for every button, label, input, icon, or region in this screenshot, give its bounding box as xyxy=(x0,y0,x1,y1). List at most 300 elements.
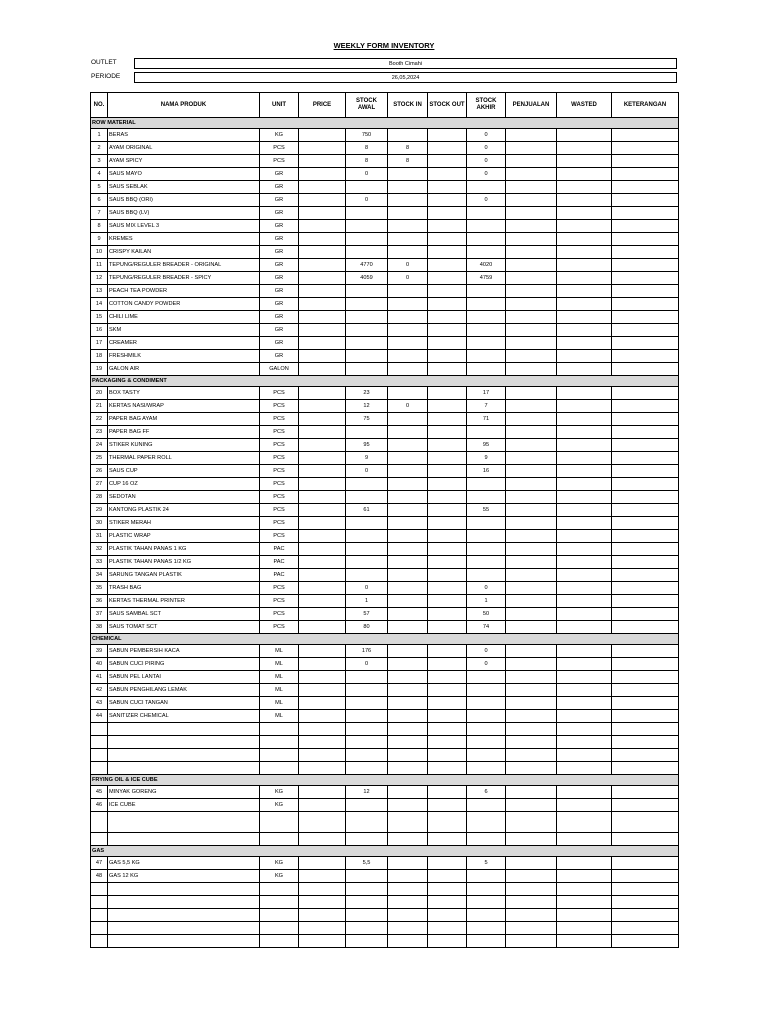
empty-cell[interactable] xyxy=(388,935,428,948)
item-keterangan[interactable] xyxy=(612,142,679,155)
empty-cell[interactable] xyxy=(91,723,108,736)
empty-cell[interactable] xyxy=(108,723,260,736)
empty-cell[interactable] xyxy=(260,762,299,775)
empty-cell[interactable] xyxy=(612,909,679,922)
item-stock-out[interactable] xyxy=(428,426,467,439)
item-price[interactable] xyxy=(299,543,346,556)
empty-cell[interactable] xyxy=(428,883,467,896)
item-wasted[interactable] xyxy=(557,363,612,376)
item-stock-in[interactable] xyxy=(388,168,428,181)
item-price[interactable] xyxy=(299,595,346,608)
empty-cell[interactable] xyxy=(91,896,108,909)
item-stock-in[interactable] xyxy=(388,298,428,311)
empty-cell[interactable] xyxy=(346,922,388,935)
empty-cell[interactable] xyxy=(108,909,260,922)
empty-cell[interactable] xyxy=(388,762,428,775)
item-stock-akhir[interactable]: 17 xyxy=(467,387,506,400)
empty-cell[interactable] xyxy=(612,736,679,749)
item-penjualan[interactable] xyxy=(506,272,557,285)
item-stock-akhir[interactable] xyxy=(467,870,506,883)
item-wasted[interactable] xyxy=(557,595,612,608)
item-stock-akhir[interactable] xyxy=(467,478,506,491)
item-stock-in[interactable] xyxy=(388,337,428,350)
empty-cell[interactable] xyxy=(260,723,299,736)
empty-cell[interactable] xyxy=(108,883,260,896)
item-stock-akhir[interactable]: 4020 xyxy=(467,259,506,272)
item-stock-in[interactable] xyxy=(388,324,428,337)
empty-cell[interactable] xyxy=(260,883,299,896)
empty-cell[interactable] xyxy=(260,935,299,948)
empty-cell[interactable] xyxy=(557,935,612,948)
item-stock-out[interactable] xyxy=(428,155,467,168)
item-price[interactable] xyxy=(299,658,346,671)
empty-cell[interactable] xyxy=(557,749,612,762)
item-price[interactable] xyxy=(299,181,346,194)
item-price[interactable] xyxy=(299,465,346,478)
empty-cell[interactable] xyxy=(467,833,506,846)
empty-cell[interactable] xyxy=(557,896,612,909)
item-stock-in[interactable] xyxy=(388,246,428,259)
item-stock-akhir[interactable] xyxy=(467,311,506,324)
item-wasted[interactable] xyxy=(557,684,612,697)
empty-cell[interactable] xyxy=(467,909,506,922)
empty-cell[interactable] xyxy=(506,762,557,775)
empty-cell[interactable] xyxy=(108,762,260,775)
item-stock-akhir[interactable]: 74 xyxy=(467,621,506,634)
item-penjualan[interactable] xyxy=(506,337,557,350)
item-stock-awal[interactable] xyxy=(346,478,388,491)
item-stock-in[interactable] xyxy=(388,504,428,517)
item-stock-akhir[interactable]: 7 xyxy=(467,400,506,413)
item-keterangan[interactable] xyxy=(612,387,679,400)
item-price[interactable] xyxy=(299,298,346,311)
item-penjualan[interactable] xyxy=(506,504,557,517)
item-wasted[interactable] xyxy=(557,530,612,543)
empty-cell[interactable] xyxy=(467,922,506,935)
item-stock-akhir[interactable] xyxy=(467,530,506,543)
item-price[interactable] xyxy=(299,517,346,530)
item-stock-out[interactable] xyxy=(428,272,467,285)
item-stock-awal[interactable]: 80 xyxy=(346,621,388,634)
empty-cell[interactable] xyxy=(428,749,467,762)
item-stock-awal[interactable]: 0 xyxy=(346,168,388,181)
item-stock-in[interactable] xyxy=(388,207,428,220)
item-penjualan[interactable] xyxy=(506,621,557,634)
item-penjualan[interactable] xyxy=(506,530,557,543)
item-penjualan[interactable] xyxy=(506,311,557,324)
empty-cell[interactable] xyxy=(260,736,299,749)
item-wasted[interactable] xyxy=(557,465,612,478)
empty-cell[interactable] xyxy=(506,896,557,909)
item-wasted[interactable] xyxy=(557,569,612,582)
item-penjualan[interactable] xyxy=(506,413,557,426)
empty-cell[interactable] xyxy=(612,833,679,846)
item-stock-in[interactable] xyxy=(388,452,428,465)
item-penjualan[interactable] xyxy=(506,569,557,582)
item-stock-awal[interactable] xyxy=(346,870,388,883)
item-stock-in[interactable] xyxy=(388,426,428,439)
item-stock-out[interactable] xyxy=(428,556,467,569)
item-wasted[interactable] xyxy=(557,452,612,465)
item-stock-in[interactable] xyxy=(388,870,428,883)
item-wasted[interactable] xyxy=(557,259,612,272)
item-stock-out[interactable] xyxy=(428,246,467,259)
item-penjualan[interactable] xyxy=(506,517,557,530)
item-stock-akhir[interactable] xyxy=(467,181,506,194)
item-keterangan[interactable] xyxy=(612,220,679,233)
item-stock-awal[interactable]: 0 xyxy=(346,194,388,207)
item-penjualan[interactable] xyxy=(506,786,557,799)
empty-cell[interactable] xyxy=(346,935,388,948)
item-keterangan[interactable] xyxy=(612,155,679,168)
item-keterangan[interactable] xyxy=(612,400,679,413)
item-stock-in[interactable] xyxy=(388,311,428,324)
item-stock-out[interactable] xyxy=(428,799,467,812)
item-stock-in[interactable] xyxy=(388,543,428,556)
item-wasted[interactable] xyxy=(557,272,612,285)
item-stock-akhir[interactable] xyxy=(467,517,506,530)
empty-cell[interactable] xyxy=(388,909,428,922)
empty-cell[interactable] xyxy=(260,896,299,909)
item-stock-awal[interactable] xyxy=(346,298,388,311)
item-wasted[interactable] xyxy=(557,582,612,595)
empty-cell[interactable] xyxy=(299,833,346,846)
empty-cell[interactable] xyxy=(467,812,506,833)
item-penjualan[interactable] xyxy=(506,582,557,595)
item-price[interactable] xyxy=(299,530,346,543)
item-penjualan[interactable] xyxy=(506,259,557,272)
item-penjualan[interactable] xyxy=(506,285,557,298)
item-stock-out[interactable] xyxy=(428,168,467,181)
empty-cell[interactable] xyxy=(612,935,679,948)
item-stock-in[interactable] xyxy=(388,608,428,621)
item-stock-out[interactable] xyxy=(428,786,467,799)
item-stock-akhir[interactable] xyxy=(467,569,506,582)
item-keterangan[interactable] xyxy=(612,207,679,220)
empty-cell[interactable] xyxy=(346,909,388,922)
item-price[interactable] xyxy=(299,155,346,168)
item-keterangan[interactable] xyxy=(612,181,679,194)
item-stock-out[interactable] xyxy=(428,645,467,658)
empty-cell[interactable] xyxy=(299,812,346,833)
item-stock-awal[interactable] xyxy=(346,556,388,569)
item-stock-awal[interactable]: 9 xyxy=(346,452,388,465)
empty-cell[interactable] xyxy=(467,935,506,948)
empty-cell[interactable] xyxy=(108,749,260,762)
empty-cell[interactable] xyxy=(91,883,108,896)
item-wasted[interactable] xyxy=(557,181,612,194)
empty-cell[interactable] xyxy=(91,749,108,762)
item-penjualan[interactable] xyxy=(506,350,557,363)
item-wasted[interactable] xyxy=(557,517,612,530)
empty-cell[interactable] xyxy=(467,762,506,775)
empty-cell[interactable] xyxy=(299,896,346,909)
item-wasted[interactable] xyxy=(557,324,612,337)
empty-cell[interactable] xyxy=(260,833,299,846)
item-stock-awal[interactable] xyxy=(346,517,388,530)
item-stock-out[interactable] xyxy=(428,465,467,478)
item-stock-out[interactable] xyxy=(428,595,467,608)
empty-cell[interactable] xyxy=(108,896,260,909)
item-stock-akhir[interactable] xyxy=(467,363,506,376)
empty-cell[interactable] xyxy=(299,762,346,775)
item-stock-akhir[interactable]: 16 xyxy=(467,465,506,478)
item-stock-out[interactable] xyxy=(428,697,467,710)
item-wasted[interactable] xyxy=(557,671,612,684)
item-stock-akhir[interactable]: 5 xyxy=(467,857,506,870)
empty-cell[interactable] xyxy=(260,922,299,935)
item-price[interactable] xyxy=(299,311,346,324)
item-stock-awal[interactable] xyxy=(346,220,388,233)
item-price[interactable] xyxy=(299,400,346,413)
item-price[interactable] xyxy=(299,272,346,285)
empty-cell[interactable] xyxy=(557,909,612,922)
item-stock-awal[interactable] xyxy=(346,324,388,337)
item-keterangan[interactable] xyxy=(612,684,679,697)
item-stock-out[interactable] xyxy=(428,452,467,465)
empty-cell[interactable] xyxy=(346,833,388,846)
item-penjualan[interactable] xyxy=(506,246,557,259)
item-stock-awal[interactable] xyxy=(346,233,388,246)
item-keterangan[interactable] xyxy=(612,517,679,530)
item-wasted[interactable] xyxy=(557,233,612,246)
empty-cell[interactable] xyxy=(467,749,506,762)
item-stock-akhir[interactable] xyxy=(467,684,506,697)
item-wasted[interactable] xyxy=(557,491,612,504)
item-price[interactable] xyxy=(299,285,346,298)
item-stock-awal[interactable] xyxy=(346,530,388,543)
item-stock-akhir[interactable] xyxy=(467,697,506,710)
empty-cell[interactable] xyxy=(388,883,428,896)
empty-cell[interactable] xyxy=(557,922,612,935)
empty-cell[interactable] xyxy=(91,909,108,922)
empty-cell[interactable] xyxy=(108,922,260,935)
item-stock-awal[interactable]: 8 xyxy=(346,142,388,155)
item-stock-in[interactable] xyxy=(388,710,428,723)
item-wasted[interactable] xyxy=(557,621,612,634)
item-penjualan[interactable] xyxy=(506,491,557,504)
item-keterangan[interactable] xyxy=(612,645,679,658)
item-penjualan[interactable] xyxy=(506,142,557,155)
item-keterangan[interactable] xyxy=(612,530,679,543)
item-stock-awal[interactable]: 4059 xyxy=(346,272,388,285)
item-stock-akhir[interactable] xyxy=(467,491,506,504)
item-penjualan[interactable] xyxy=(506,194,557,207)
empty-cell[interactable] xyxy=(346,762,388,775)
empty-cell[interactable] xyxy=(388,736,428,749)
empty-cell[interactable] xyxy=(91,833,108,846)
empty-cell[interactable] xyxy=(260,909,299,922)
empty-cell[interactable] xyxy=(506,922,557,935)
item-keterangan[interactable] xyxy=(612,621,679,634)
empty-cell[interactable] xyxy=(299,935,346,948)
empty-cell[interactable] xyxy=(612,922,679,935)
item-keterangan[interactable] xyxy=(612,298,679,311)
item-keterangan[interactable] xyxy=(612,426,679,439)
item-price[interactable] xyxy=(299,233,346,246)
item-keterangan[interactable] xyxy=(612,658,679,671)
empty-cell[interactable] xyxy=(612,762,679,775)
item-stock-in[interactable] xyxy=(388,350,428,363)
item-keterangan[interactable] xyxy=(612,857,679,870)
item-stock-awal[interactable]: 0 xyxy=(346,658,388,671)
item-penjualan[interactable] xyxy=(506,543,557,556)
item-stock-akhir[interactable]: 0 xyxy=(467,142,506,155)
item-wasted[interactable] xyxy=(557,710,612,723)
item-wasted[interactable] xyxy=(557,504,612,517)
item-wasted[interactable] xyxy=(557,220,612,233)
item-keterangan[interactable] xyxy=(612,168,679,181)
item-price[interactable] xyxy=(299,246,346,259)
item-stock-akhir[interactable] xyxy=(467,543,506,556)
item-stock-in[interactable] xyxy=(388,697,428,710)
item-stock-awal[interactable] xyxy=(346,543,388,556)
item-stock-akhir[interactable] xyxy=(467,246,506,259)
item-stock-in[interactable]: 0 xyxy=(388,259,428,272)
item-penjualan[interactable] xyxy=(506,155,557,168)
item-stock-akhir[interactable]: 9 xyxy=(467,452,506,465)
item-stock-out[interactable] xyxy=(428,582,467,595)
item-price[interactable] xyxy=(299,363,346,376)
empty-cell[interactable] xyxy=(506,883,557,896)
item-stock-out[interactable] xyxy=(428,350,467,363)
item-stock-in[interactable] xyxy=(388,786,428,799)
item-penjualan[interactable] xyxy=(506,799,557,812)
item-stock-awal[interactable]: 57 xyxy=(346,608,388,621)
empty-cell[interactable] xyxy=(467,723,506,736)
item-penjualan[interactable] xyxy=(506,608,557,621)
empty-cell[interactable] xyxy=(612,812,679,833)
empty-cell[interactable] xyxy=(506,833,557,846)
item-keterangan[interactable] xyxy=(612,452,679,465)
item-stock-akhir[interactable] xyxy=(467,350,506,363)
item-stock-in[interactable] xyxy=(388,595,428,608)
item-stock-akhir[interactable] xyxy=(467,799,506,812)
empty-cell[interactable] xyxy=(506,935,557,948)
item-stock-in[interactable] xyxy=(388,285,428,298)
item-wasted[interactable] xyxy=(557,285,612,298)
item-keterangan[interactable] xyxy=(612,710,679,723)
empty-cell[interactable] xyxy=(557,762,612,775)
item-keterangan[interactable] xyxy=(612,465,679,478)
item-price[interactable] xyxy=(299,582,346,595)
item-stock-in[interactable] xyxy=(388,129,428,142)
empty-cell[interactable] xyxy=(428,723,467,736)
empty-cell[interactable] xyxy=(428,909,467,922)
outlet-field[interactable]: Booth Cimahi xyxy=(134,58,677,69)
item-stock-out[interactable] xyxy=(428,569,467,582)
empty-cell[interactable] xyxy=(91,736,108,749)
item-keterangan[interactable] xyxy=(612,311,679,324)
item-keterangan[interactable] xyxy=(612,870,679,883)
item-price[interactable] xyxy=(299,786,346,799)
item-stock-awal[interactable] xyxy=(346,710,388,723)
item-keterangan[interactable] xyxy=(612,194,679,207)
item-stock-in[interactable] xyxy=(388,387,428,400)
empty-cell[interactable] xyxy=(388,922,428,935)
item-stock-awal[interactable] xyxy=(346,285,388,298)
item-wasted[interactable] xyxy=(557,697,612,710)
item-stock-akhir[interactable] xyxy=(467,556,506,569)
item-keterangan[interactable] xyxy=(612,259,679,272)
item-stock-akhir[interactable]: 71 xyxy=(467,413,506,426)
empty-cell[interactable] xyxy=(388,812,428,833)
empty-cell[interactable] xyxy=(557,812,612,833)
item-wasted[interactable] xyxy=(557,870,612,883)
empty-cell[interactable] xyxy=(346,723,388,736)
item-penjualan[interactable] xyxy=(506,658,557,671)
item-stock-in[interactable] xyxy=(388,556,428,569)
item-wasted[interactable] xyxy=(557,857,612,870)
item-stock-out[interactable] xyxy=(428,658,467,671)
item-penjualan[interactable] xyxy=(506,298,557,311)
item-stock-out[interactable] xyxy=(428,311,467,324)
item-stock-akhir[interactable] xyxy=(467,426,506,439)
item-stock-out[interactable] xyxy=(428,870,467,883)
item-price[interactable] xyxy=(299,870,346,883)
item-stock-out[interactable] xyxy=(428,298,467,311)
item-keterangan[interactable] xyxy=(612,786,679,799)
item-keterangan[interactable] xyxy=(612,337,679,350)
item-stock-awal[interactable] xyxy=(346,337,388,350)
item-wasted[interactable] xyxy=(557,194,612,207)
item-price[interactable] xyxy=(299,645,346,658)
empty-cell[interactable] xyxy=(388,896,428,909)
item-stock-akhir[interactable]: 0 xyxy=(467,582,506,595)
item-price[interactable] xyxy=(299,684,346,697)
item-stock-akhir[interactable] xyxy=(467,233,506,246)
empty-cell[interactable] xyxy=(388,833,428,846)
item-stock-in[interactable] xyxy=(388,478,428,491)
empty-cell[interactable] xyxy=(612,749,679,762)
item-stock-akhir[interactable] xyxy=(467,220,506,233)
item-stock-awal[interactable]: 0 xyxy=(346,582,388,595)
item-price[interactable] xyxy=(299,857,346,870)
item-price[interactable] xyxy=(299,324,346,337)
empty-cell[interactable] xyxy=(108,812,260,833)
empty-cell[interactable] xyxy=(557,736,612,749)
item-penjualan[interactable] xyxy=(506,465,557,478)
item-stock-awal[interactable]: 8 xyxy=(346,155,388,168)
item-stock-in[interactable]: 8 xyxy=(388,142,428,155)
item-price[interactable] xyxy=(299,337,346,350)
item-stock-in[interactable] xyxy=(388,530,428,543)
item-wasted[interactable] xyxy=(557,608,612,621)
item-stock-out[interactable] xyxy=(428,259,467,272)
item-stock-awal[interactable] xyxy=(346,799,388,812)
empty-cell[interactable] xyxy=(612,896,679,909)
item-stock-awal[interactable] xyxy=(346,426,388,439)
item-stock-akhir[interactable] xyxy=(467,285,506,298)
item-stock-awal[interactable]: 176 xyxy=(346,645,388,658)
item-stock-akhir[interactable]: 0 xyxy=(467,194,506,207)
item-stock-in[interactable] xyxy=(388,491,428,504)
item-stock-akhir[interactable]: 0 xyxy=(467,155,506,168)
item-stock-out[interactable] xyxy=(428,233,467,246)
item-price[interactable] xyxy=(299,194,346,207)
item-penjualan[interactable] xyxy=(506,400,557,413)
item-stock-awal[interactable]: 4770 xyxy=(346,259,388,272)
item-keterangan[interactable] xyxy=(612,569,679,582)
item-stock-in[interactable] xyxy=(388,799,428,812)
item-stock-out[interactable] xyxy=(428,491,467,504)
item-price[interactable] xyxy=(299,556,346,569)
item-penjualan[interactable] xyxy=(506,478,557,491)
empty-cell[interactable] xyxy=(557,723,612,736)
item-stock-in[interactable] xyxy=(388,363,428,376)
item-stock-in[interactable]: 0 xyxy=(388,272,428,285)
item-price[interactable] xyxy=(299,621,346,634)
